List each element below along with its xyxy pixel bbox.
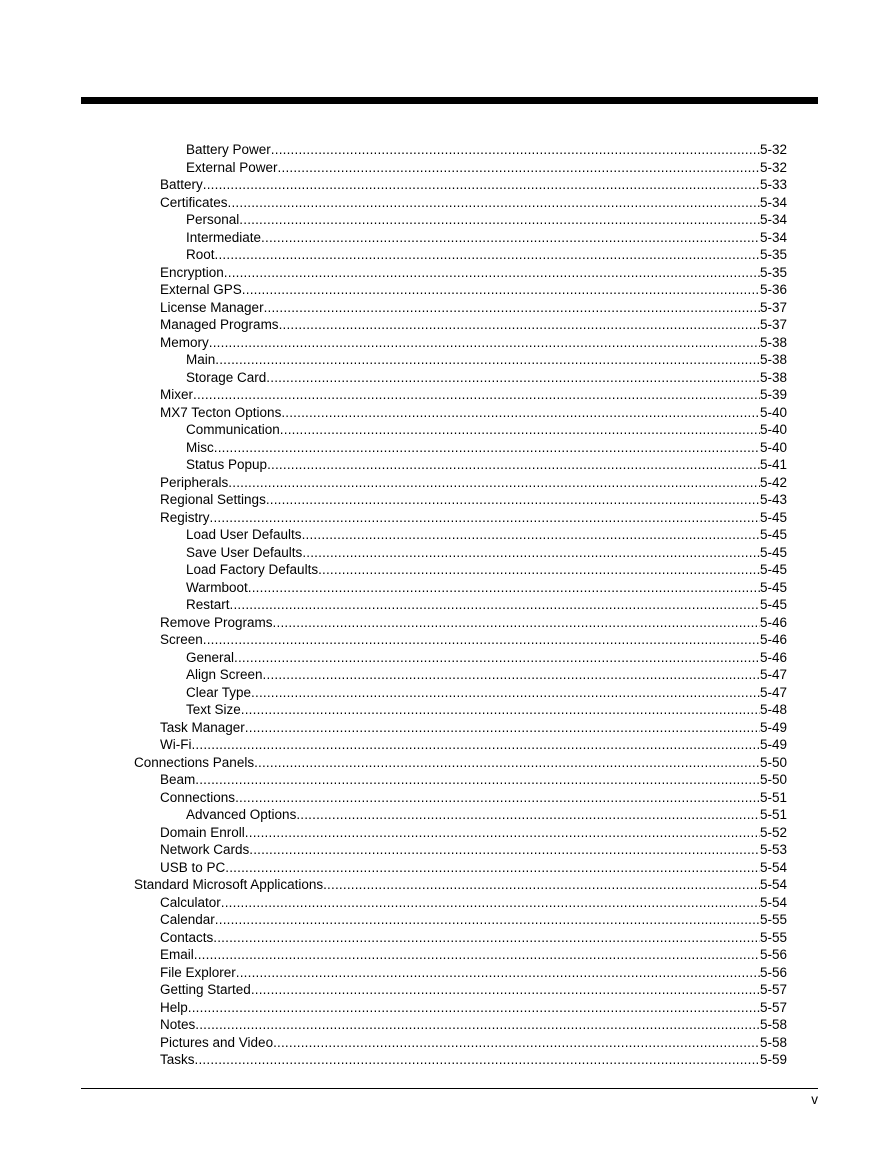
toc-entry-page: 5-46 [759,632,787,647]
toc-entry-page: 5-55 [759,929,787,945]
dot-leader [279,316,760,334]
toc-entry-label: Tasks [160,1052,195,1067]
toc-entry-label: Regional Settings [160,492,266,507]
toc-entry-label: Restart [186,597,230,612]
footer-rule [81,1088,818,1089]
toc-entry-page: 5-54 [759,859,787,875]
toc-entry-page: 5-45 [759,579,787,595]
dot-leader [234,649,760,667]
toc-entry-label: Help [160,999,188,1015]
dot-leader [203,176,760,194]
toc-entry[interactable] [160,614,787,632]
dot-leader [191,736,759,754]
toc-entry-page: 5-33 [759,177,787,192]
toc-entry[interactable] [160,386,787,404]
toc-entry-page: 5-40 [759,404,787,420]
header-rule [81,97,818,104]
toc-entry-page: 5-40 [759,439,787,455]
dot-leader [263,666,760,684]
dot-leader [264,299,760,317]
toc-entry-label: Align Screen [186,667,263,682]
toc-entry[interactable] [160,1016,787,1034]
toc-entry-page: 5-38 [759,352,787,367]
dot-leader [235,789,760,807]
toc-entry[interactable] [186,561,787,579]
toc-entry-label: Registry [160,509,210,525]
toc-entry-label: Status Popup [186,457,268,472]
dot-leader [266,491,760,509]
toc-entry-page: 5-32 [759,142,787,157]
toc-entry-page: 5-37 [759,317,787,332]
toc-entry-page: 5-57 [759,982,787,997]
dot-leader [273,1034,760,1052]
toc-entry-page: 5-50 [759,754,787,770]
toc-entry[interactable] [186,246,787,264]
toc-entry-page: 5-34 [759,194,787,210]
toc-entry-label: Calculator [160,894,221,910]
toc-entry[interactable] [160,404,787,422]
toc-entry-label: Save User Defaults [186,544,303,560]
dot-leader [280,421,760,439]
dot-leader [251,684,760,702]
toc-entry-page: 5-45 [759,509,787,525]
toc-entry[interactable] [186,579,787,597]
dot-leader [228,194,760,212]
toc-entry-label: License Manager [160,299,264,315]
toc-entry-page: 5-46 [759,614,787,630]
toc-entry[interactable] [186,229,787,247]
toc-entry[interactable] [160,194,787,212]
dot-leader [261,229,760,247]
dot-leader [271,141,760,159]
toc-entry-label: Misc [186,439,214,455]
toc-entry-page: 5-43 [759,492,787,507]
toc-entry[interactable] [160,894,787,912]
toc-entry[interactable] [160,824,787,842]
page-number: v [811,1092,818,1107]
toc-entry-page: 5-45 [759,562,787,577]
toc-entry-label: Load Factory Defaults [186,562,319,577]
toc-entry[interactable] [186,456,787,474]
toc-entry-page: 5-48 [759,702,787,717]
toc-entry-label: Battery Power [186,142,271,157]
toc-entry-label: Contacts [160,929,214,945]
toc-entry[interactable] [186,421,787,439]
dot-leader [278,159,760,177]
toc-entry-label: Warmboot [186,579,248,595]
toc-entry-page: 5-49 [759,737,787,752]
dot-leader [221,894,760,912]
toc-entry-page: 5-35 [759,264,787,280]
toc-entry[interactable] [134,876,787,894]
toc-entry-label: Communication [186,422,280,437]
dot-leader [215,911,760,929]
toc-entry-page: 5-49 [759,719,787,735]
toc-entry[interactable] [160,841,787,859]
toc-entry[interactable] [186,806,787,824]
dot-leader [225,859,760,877]
toc-entry[interactable] [186,141,787,159]
toc-entry-label: Managed Programs [160,317,279,332]
toc-entry-label: Task Manager [160,719,245,735]
toc-entry-label: File Explorer [160,964,236,980]
toc-entry[interactable] [186,369,787,387]
toc-entry[interactable] [160,789,787,807]
toc-entry[interactable] [160,299,787,317]
toc-entry-label: Network Cards [160,842,250,857]
dot-leader [302,544,760,562]
toc-entry-page: 5-32 [759,159,787,175]
toc-entry-page: 5-58 [759,1034,787,1050]
toc-entry-page: 5-39 [759,387,787,402]
dot-leader [213,929,760,947]
toc-entry-page: 5-45 [759,544,787,560]
toc-entry-page: 5-42 [759,474,787,490]
toc-entry-page: 5-36 [759,282,787,297]
toc-entry-page: 5-58 [759,1017,787,1032]
toc-entry-label: Pictures and Video [160,1034,274,1050]
toc-entry[interactable] [160,911,787,929]
dot-leader [241,701,760,719]
dot-leader [273,614,760,632]
toc-entry[interactable] [160,631,787,649]
toc-entry-label: Personal [186,212,240,227]
toc-entry-label: Load User Defaults [186,527,302,542]
toc-entry-label: Encryption [160,264,224,280]
dot-leader [214,439,760,457]
toc-entry[interactable] [186,439,787,457]
toc-entry-page: 5-45 [759,597,787,612]
toc-entry[interactable] [160,929,787,947]
dot-leader [245,719,760,737]
toc-entry[interactable] [186,351,787,369]
dot-leader [281,404,760,422]
toc-entry[interactable] [160,264,787,282]
toc-entry[interactable] [160,1034,787,1052]
toc-entry[interactable] [186,596,787,614]
toc-entry-label: Intermediate [186,229,262,245]
toc-entry-label: Screen [160,632,203,647]
dot-leader [195,1051,760,1069]
toc-entry-label: External Power [186,159,278,175]
toc-entry[interactable] [186,649,787,667]
toc-entry-page: 5-52 [759,824,787,840]
toc-entry-page: 5-51 [759,789,787,805]
toc-entry[interactable] [160,1051,787,1069]
toc-entry-label: USB to PC [160,859,226,875]
toc-entry-label: MX7 Tecton Options [160,404,282,420]
toc-entry-page: 5-56 [759,947,787,962]
toc-entry[interactable] [160,964,787,982]
toc-entry-label: Clear Type [186,684,252,700]
toc-entry-page: 5-54 [759,877,787,892]
toc-entry-label: External GPS [160,282,242,297]
toc-entry[interactable] [160,999,787,1017]
toc-entry[interactable] [160,474,787,492]
dot-leader [194,946,760,964]
toc-entry-label: Main [186,352,216,367]
toc-entry-label: Root [186,247,215,262]
toc-entry-page: 5-37 [759,299,787,315]
dot-leader [193,386,760,404]
dot-leader [228,474,760,492]
toc-entry-label: Battery [160,177,203,192]
toc-entry[interactable] [160,316,787,334]
toc-entry-page: 5-50 [759,772,787,787]
toc-entry[interactable] [160,771,787,789]
dot-leader [230,596,760,614]
dot-leader [239,211,760,229]
toc-entry[interactable] [134,754,787,772]
toc-entry[interactable] [160,946,787,964]
dot-leader [188,999,760,1017]
toc-entry-label: Storage Card [186,369,267,385]
toc-entry-page: 5-57 [759,999,787,1015]
toc-entry-page: 5-51 [759,807,787,822]
toc-entry-label: Email [160,947,194,962]
dot-leader [266,369,760,387]
toc-entry[interactable] [160,491,787,509]
toc-entry-page: 5-38 [759,369,787,385]
toc-entry[interactable] [160,719,787,737]
dot-leader [210,509,760,527]
dot-leader [245,824,760,842]
toc-entry-page: 5-55 [759,912,787,927]
toc-entry[interactable] [186,684,787,702]
toc-entry[interactable] [186,666,787,684]
dot-leader [249,841,760,859]
toc-entry-label: Peripherals [160,474,229,490]
dot-leader [267,456,760,474]
toc-entry-label: Remove Programs [160,614,273,630]
toc-entry-label: Connections [160,789,236,805]
dot-leader [254,754,760,772]
dot-leader [242,281,760,299]
toc-entry-page: 5-34 [759,229,787,245]
toc-entry-label: General [186,649,235,665]
dot-leader [318,561,760,579]
dot-leader [302,526,760,544]
toc-entry-page: 5-47 [759,684,787,700]
toc-entry-label: Advanced Options [186,807,297,822]
toc-entry[interactable] [186,211,787,229]
toc-entry[interactable] [160,981,787,999]
toc-entry-page: 5-53 [759,842,787,857]
dot-leader [296,806,760,824]
toc-entry-page: 5-35 [759,247,787,262]
toc-entry[interactable] [160,281,787,299]
toc-entry[interactable] [160,736,787,754]
dot-leader [195,1016,760,1034]
dot-leader [203,631,760,649]
toc-entry-label: Connections Panels [134,754,255,770]
toc-entry[interactable] [160,509,787,527]
toc-entry-label: Wi-Fi [160,737,192,752]
toc-entry-page: 5-38 [759,334,787,350]
toc-entry-label: Standard Microsoft Applications [134,877,324,892]
toc-entry[interactable] [186,701,787,719]
dot-leader [236,964,760,982]
toc-entry-page: 5-59 [759,1052,787,1067]
dot-leader [248,579,760,597]
toc-entry[interactable] [160,334,787,352]
dot-leader [215,246,760,264]
toc-entry-page: 5-47 [759,667,787,682]
dot-leader [209,334,760,352]
dot-leader [251,981,760,999]
toc-entry-page: 5-46 [759,649,787,665]
dot-leader [323,876,760,894]
toc-entry[interactable] [186,526,787,544]
toc-entry-label: Memory [160,334,209,350]
toc-entry-label: Notes [160,1017,196,1032]
toc-entry-label: Calendar [160,912,215,927]
toc-entry-label: Beam [160,772,196,787]
toc-entry-page: 5-56 [759,964,787,980]
toc-entry-page: 5-45 [759,527,787,542]
toc-entry-label: Getting Started [160,982,251,997]
toc-entry-label: Mixer [160,387,193,402]
toc-entry[interactable] [160,176,787,194]
toc-entry-page: 5-40 [759,422,787,437]
toc-entry-label: Domain Enroll [160,824,245,840]
toc-entry[interactable] [160,859,787,877]
toc-entry[interactable] [186,159,787,177]
toc-entry-page: 5-54 [759,894,787,910]
dot-leader [215,351,760,369]
toc-entry[interactable] [186,544,787,562]
dot-leader [195,771,760,789]
toc-entry-page: 5-34 [759,212,787,227]
toc-entry-label: Text Size [186,702,241,717]
toc-entry-page: 5-41 [759,457,787,472]
toc-entry-label: Certificates [160,194,228,210]
dot-leader [224,264,760,282]
